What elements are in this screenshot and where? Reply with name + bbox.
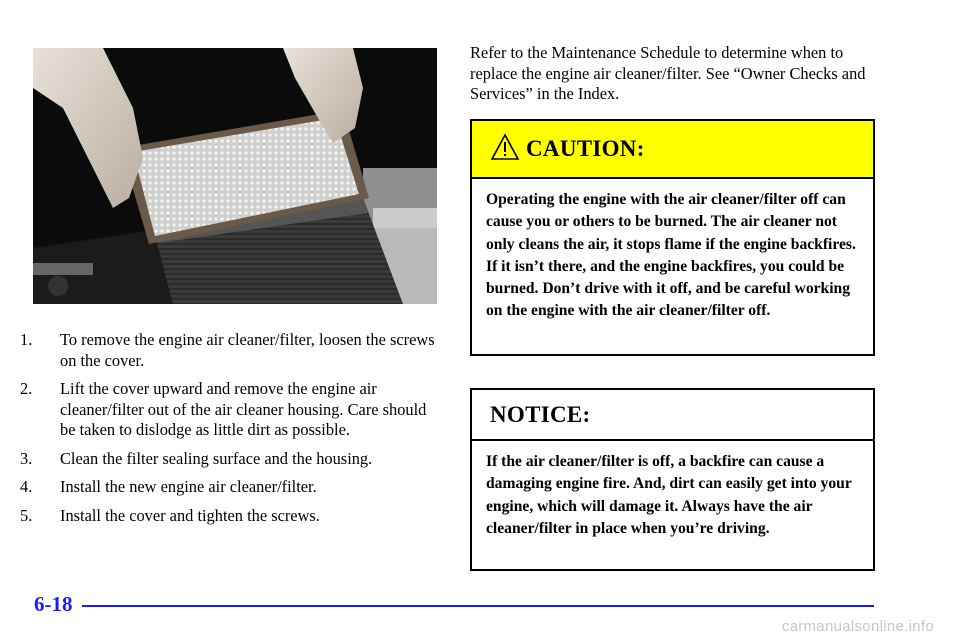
removal-steps-list — [20, 330, 445, 534]
notice-header — [472, 390, 873, 441]
page-number: 6-18 — [34, 592, 73, 616]
air-filter-photo — [33, 48, 437, 304]
step-text: Install the new engine air cleaner/filter. — [60, 477, 317, 496]
list-item — [20, 477, 445, 498]
list-item — [20, 379, 445, 441]
step-text: Install the cover and tighten the screws. — [60, 505, 320, 525]
step-number: 4. — [20, 477, 33, 496]
list-item — [20, 449, 445, 470]
step-number: 3. — [20, 448, 33, 468]
notice-box — [470, 388, 875, 571]
step-text: Clean the filter sealing surface and the housing. — [60, 448, 373, 468]
warning-triangle-icon — [490, 133, 520, 166]
caution-title: CAUTION: — [526, 136, 645, 161]
intro-paragraph: Refer to the Maintenance Schedule to determine when to replace the engine air cleaner/filter. See “Owner Checks and Services” in the Index. — [470, 43, 866, 103]
caution-box — [470, 119, 875, 356]
step-text: To remove the engine air cleaner/filter, loosen the screws on the cover. — [60, 330, 435, 370]
notice-title: NOTICE: — [490, 401, 591, 427]
list-item — [20, 330, 445, 371]
step-text: Lift the cover upward and remove the engine air cleaner/filter out of the air cleaner housing. Care should be taken to dislodge as little dirt as possible. — [60, 379, 427, 439]
air-filter-illustration — [33, 48, 437, 304]
watermark: carmanualsonline.info — [781, 618, 934, 635]
caution-body: Operating the engine with the air cleaner/filter off can cause you or others to be burned. The air cleaner not only cleans the air, it stops flame if the engine backfires. If it isn’t there, and the engine backfires, you could be burned. Don’t drive with it off, and be careful working on the engine with the air cleaner/filter off. — [486, 191, 856, 320]
step-number: 5. — [20, 505, 33, 525]
caution-header — [472, 121, 873, 179]
list-item — [20, 506, 445, 527]
footer-divider — [82, 605, 874, 607]
step-number: 1. — [20, 330, 33, 349]
notice-body: If the air cleaner/filter is off, a backfire can cause a damaging engine fire. And, dirt can easily get into your engine, which will damage it. Always have the air cleaner/filter in place when you’re driving. — [486, 453, 852, 537]
step-number: 2. — [20, 379, 33, 398]
